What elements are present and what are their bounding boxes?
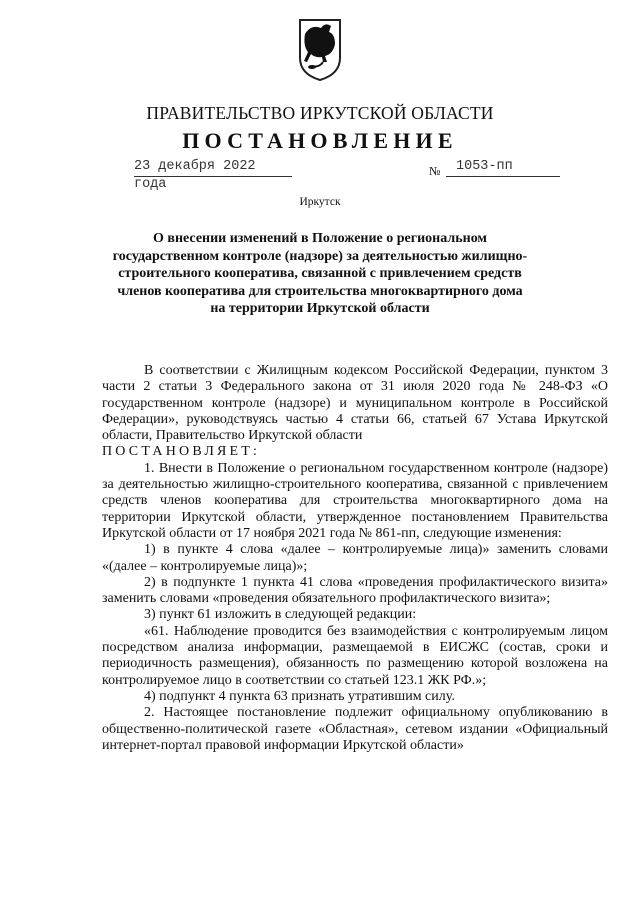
preamble-paragraph: В соответствии с Жилищным кодексом Российской Федерации, пунктом 3 части 2 статьи 3 Федерального закона от 31 июля 2020 года № 248-ФЗ «О государственном контроле (надзоре) и муниципальном контроле в Российской Федерации», руководствуясь частью 4 статьи 66, статьей 67 Устава Иркутской области, Правительство Иркутской области	[102, 363, 608, 444]
clause-1: 1. Внести в Положение о региональном государственном контроле (надзоре) за деятельностью жилищно-строительного кооператива, связанной с привлечением средств членов кооператива для строительства многоквартирного дома на территории Иркутской области, утвержденное постановлением Правительства Иркутской области от 17 ноября 2021 года № 861-пп, следующие изменения:	[102, 460, 608, 541]
subclause-4: 4) подпункт 4 пункта 63 признать утратившим силу.	[144, 688, 455, 704]
date-field	[134, 156, 292, 192]
document-date: 23 декабря 2022 года	[134, 159, 256, 192]
city: Иркутск	[299, 196, 341, 208]
number-field	[446, 156, 560, 177]
document-type: ПОСТАНОВЛЕНИЕ	[182, 128, 458, 153]
number-label: №	[429, 164, 441, 178]
subclause-3: 3) пункт 61 изложить в следующей редакции:	[144, 607, 417, 623]
coat-of-arms-icon	[297, 18, 343, 82]
document-title: О внесении изменений в Положение о региональном государственном контроле (надзоре) за деятельностью жилищно-строительного кооператива, связанной с привлечением средств членов кооператива для строительства многоквартирного дома на территории Иркутской области	[112, 231, 528, 317]
quoted-text-61: «61. Наблюдение проводится без взаимодействия с контролируемым лицом посредством анализа информации, размещаемой в ЕИСЖС (состав, сроки и периодичность размещения), обязанность по размещению которой возложена на контролируемое лицо в соответствии со статьей 123.1 ЖК РФ.»;	[102, 623, 608, 688]
clause-2: 2. Настоящее постановление подлежит официальному опубликованию в общественно-политической газете «Областная», сетевом издании «Официальный интернет-портал правовой информации Иркутской области»	[102, 705, 608, 753]
document-body	[102, 363, 608, 754]
document-number: 1053-пп	[456, 159, 513, 174]
subclause-2: 2) в подпункте 1 пункта 41 слова «проведения профилактического визита» заменить словами «проведения обязательного профилактического визита»;	[102, 574, 608, 607]
resolves-heading: ПОСТАНОВЛЯЕТ:	[102, 444, 261, 460]
subclause-1: 1) в пункте 4 слова «далее – контролируемые лица)» заменить словами «(далее – контролируемые лица)»;	[102, 542, 608, 574]
government-name: ПРАВИТЕЛЬСТВО ИРКУТСКОЙ ОБЛАСТИ	[146, 103, 494, 123]
